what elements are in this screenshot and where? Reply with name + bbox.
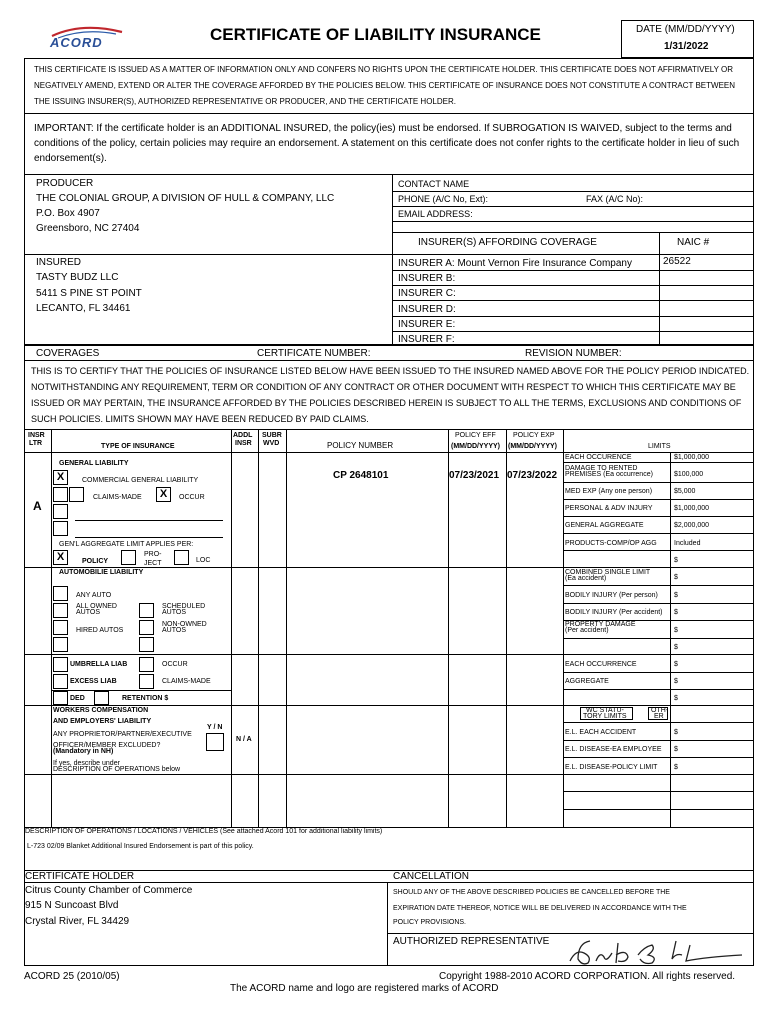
- limit-value: Included: [674, 540, 701, 547]
- limit-value: $100,000: [674, 471, 704, 478]
- limit-value: $: [674, 574, 678, 581]
- limit-value: $: [674, 764, 678, 771]
- coverages-statement: THIS IS TO CERTIFY THAT THE POLICIES OF INSURANCE LISTED BELOW HAVE BEEN ISSUED TO THE INSURED NAMED ABOVE FOR THE POLICY PERIOD INDICATED. NOTWITHSTANDING ANY REQUIREMENT, TERM OR CONDITION OF ANY CONTRACT OR OTHER DOCUMENT WITH RESPECT TO WHICH THIS CERTIFICATE MAY BE ISSUED OR MAY PERTAIN, THE INSURANCE AFFORDED BY THE POLICIES DESCRIBED HEREIN IS SUBJECT TO ALL THE TERMS, EXCLUSIONS AND CONDITIONS OF SUCH POLICIES. LIMITS SHOWN MAY HAVE BEEN REDUCED BY PAID CLAIMS.: [31, 366, 750, 424]
- cancellation-label: CANCELLATION: [393, 871, 469, 882]
- non-owned-label: AUTOS: [162, 627, 186, 634]
- insurer-d: INSURER D:: [398, 304, 456, 315]
- hired-autos-label: HIRED AUTOS: [76, 627, 124, 634]
- gl-policy-exp: 07/23/2022: [507, 470, 558, 481]
- limit-label: GENERAL AGGREGATE: [565, 522, 644, 529]
- gl-policy-number: CP 2648101: [333, 470, 389, 481]
- cancellation-text: EXPIRATION DATE THEREOF, NOTICE WILL BE DELIVERED IN ACCORDANCE WITH THE: [393, 905, 687, 912]
- col-limits: LIMITS: [648, 443, 671, 450]
- email-label: EMAIL ADDRESS:: [398, 209, 473, 219]
- description-text: L-723 02/09 Blanket Additional Insured Endorsement is part of this policy.: [27, 843, 254, 850]
- certificate-holder-label: CERTIFICATE HOLDER: [25, 871, 135, 882]
- producer-name: THE COLONIAL GROUP, A DIVISION OF HULL & COMPANY, LLC: [36, 193, 335, 204]
- cgl-checkbox[interactable]: X: [53, 470, 68, 485]
- col-policy-eff: POLICY EFF: [455, 432, 496, 439]
- auto-liability-label: AUTOMOBILIE LIABILITY: [59, 569, 144, 576]
- certificate-number-label: CERTIFICATE NUMBER:: [257, 348, 371, 359]
- col-ltr: LTR: [29, 440, 43, 447]
- insurers-header: INSURER(S) AFFORDING COVERAGE: [418, 237, 597, 248]
- form-number: ACORD 25 (2010/05): [24, 971, 120, 982]
- limit-label: EACH OCCURRENCE: [565, 661, 637, 668]
- insured-label: INSURED: [36, 257, 82, 268]
- limit-label: E.L. EACH ACCIDENT: [565, 729, 637, 736]
- insured-name: TASTY BUDZ LLC: [36, 272, 119, 283]
- col-policy-exp: POLICY EXP: [513, 432, 555, 439]
- limit-value: $5,000: [674, 488, 696, 495]
- non-owned-checkbox[interactable]: [139, 620, 154, 635]
- all-owned-label: AUTOS: [76, 609, 100, 616]
- retention-checkbox[interactable]: [94, 691, 109, 705]
- limit-value: $: [674, 609, 678, 616]
- wc-question: If yes, describe under: [53, 760, 120, 767]
- insurer-a-naic: 26522: [663, 256, 691, 267]
- limit-label: (Ea accident): [565, 575, 607, 582]
- claims-made-checkbox[interactable]: [69, 487, 84, 502]
- disclaimer-text: THIS CERTIFICATE IS ISSUED AS A MATTER OF INFORMATION ONLY AND CONFERS NO RIGHTS UPON THE CERTIFICATE HOLDER. THIS CERTIFICATE DOES NOT AFFIRMATIVELY OR NEGATIVELY AMEND, EXTEND OR ALTER THE COVERAGE AFFORDED BY THE POLICIES BELOW. THIS CERTIFICATE OF INSURANCE DOES NOT CONSTITUTE A CONTRACT BETWEEN THE ISSUING INSURER(S), AUTHORIZED REPRESENTATIVE OR PRODUCER, AND THE CERTIFICATE HOLDER.: [34, 65, 736, 106]
- col-policy-eff-format: (MM/DD/YYYY): [451, 443, 500, 450]
- blank-checkbox[interactable]: [53, 504, 68, 519]
- retention-label: RETENTION $: [122, 695, 169, 702]
- limit-label: EACH OCCURENCE: [565, 454, 632, 461]
- limit-value: $: [674, 592, 678, 599]
- loc-checkbox[interactable]: [174, 550, 189, 565]
- insurer-a: INSURER A: Mount Vernon Fire Insurance Company: [398, 258, 632, 269]
- col-subr-wvd: WVD: [263, 440, 280, 447]
- umbrella-occur-checkbox[interactable]: [139, 657, 154, 672]
- col-addl-insr: INSR: [235, 440, 252, 447]
- loc-label: LOC: [196, 557, 211, 564]
- insurer-c: INSURER C:: [398, 288, 456, 299]
- producer-city: Greensboro, NC 27404: [36, 223, 140, 234]
- signature: [566, 935, 746, 967]
- date-value: 1/31/2022: [664, 41, 709, 52]
- important-text: IMPORTANT: If the certificate holder is an ADDITIONAL INSURED, the policy(ies) must be endorsed. If SUBROGATION IS WAIVED, subject to the terms and conditions of the policy, certain policies may require an endorsement. A statement on this certificate does not confer rights to the certificate holder in lieu of such endorsement(s).: [34, 123, 740, 164]
- limit-label: MED EXP (Any one person): [565, 488, 653, 495]
- revision-number-label: REVISION NUMBER:: [525, 348, 622, 359]
- wc-statu-label: WC STATU-: [586, 707, 624, 714]
- producer-address: P.O. Box 4907: [36, 208, 100, 219]
- wc-question: ANY PROPRIETOR/PARTNER/EXECUTIVE: [53, 731, 192, 738]
- umbrella-occur-label: OCCUR: [162, 661, 188, 668]
- limit-value: $1,000,000: [674, 454, 710, 461]
- logo-text: ACORD: [50, 35, 103, 50]
- umbrella-label: UMBRELLA LIAB: [70, 661, 128, 668]
- workers-comp-label: AND EMPLOYERS' LIABILITY: [53, 718, 152, 725]
- limit-label: AGGREGATE: [565, 678, 609, 685]
- oth-label: ER: [654, 713, 664, 720]
- acord-logo: [44, 24, 128, 54]
- blank-checkbox[interactable]: [53, 521, 68, 536]
- limit-value: $: [674, 729, 678, 736]
- limit-value: $: [674, 695, 678, 702]
- limit-label: E.L. DISEASE-EA EMPLOYEE: [565, 746, 662, 753]
- date-label: DATE (MM/DD/YYYY): [636, 24, 735, 35]
- contact-name-label: CONTACT NAME: [398, 179, 470, 189]
- scheduled-checkbox[interactable]: [139, 603, 154, 618]
- limit-label: PERSONAL & ADV INJURY: [565, 505, 653, 512]
- gl-policy-eff: 07/23/2021: [449, 470, 500, 481]
- limit-label: COMBINED SINGLE LIMIT: [565, 569, 651, 576]
- limit-label: PREMISES (Ea occurrence): [565, 471, 653, 478]
- phone-label: PHONE (A/C No, Ext):: [398, 194, 489, 204]
- limit-value: $: [674, 678, 678, 685]
- any-auto-label: ANY AUTO: [76, 592, 112, 599]
- wc-na: N / A: [236, 736, 252, 743]
- copyright: Copyright 1988-2010 ACORD CORPORATION. All rights reserved.: [439, 971, 736, 982]
- occur-label: OCCUR: [179, 494, 205, 501]
- blank-checkbox[interactable]: [53, 637, 68, 652]
- holder-name: Citrus County Chamber of Commerce: [25, 885, 193, 896]
- all-owned-label: ALL OWNED: [76, 603, 117, 610]
- project-label: PRO-: [144, 551, 162, 558]
- holder-city: Crystal River, FL 34429: [25, 916, 130, 927]
- col-subr: SUBR: [262, 432, 282, 439]
- project-label: JECT: [144, 560, 162, 567]
- col-insr: INSR: [28, 432, 45, 439]
- wc-question: (Mandatory in NH): [53, 748, 114, 755]
- umbrella-checkbox[interactable]: [53, 657, 68, 672]
- limit-value: $1,000,000: [674, 505, 710, 512]
- limit-label: PRODUCTS-COMP/OP AGG: [565, 540, 657, 547]
- insurer-letter-a: A: [33, 499, 42, 513]
- blank-checkbox[interactable]: [139, 637, 154, 652]
- insurer-e: INSURER E:: [398, 319, 456, 330]
- col-policy-number: POLICY NUMBER: [327, 441, 394, 450]
- excess-checkbox[interactable]: [53, 674, 68, 689]
- all-owned-checkbox[interactable]: [53, 603, 68, 618]
- col-policy-exp-format: (MM/DD/YYYY): [508, 443, 557, 450]
- trademark: The ACORD name and logo are registered marks of ACORD: [230, 983, 499, 994]
- umbrella-claims-made-label: CLAIMS-MADE: [162, 678, 211, 685]
- cancellation-text: POLICY PROVISIONS.: [393, 919, 467, 926]
- col-type: TYPE OF INSURANCE: [101, 443, 175, 450]
- wc-question: OFFICER/MEMBER EXCLUDED?: [53, 742, 161, 749]
- excess-label: EXCESS LIAB: [70, 678, 117, 685]
- claims-made-checkbox[interactable]: [139, 674, 154, 689]
- general-liability-label: GENERAL LIABILITY: [59, 460, 129, 467]
- limit-value: $2,000,000: [674, 522, 710, 529]
- scheduled-label: AUTOS: [162, 609, 186, 616]
- project-checkbox[interactable]: [121, 550, 136, 565]
- wc-question: DESCRIPTION OF OPERATIONS below: [53, 766, 181, 773]
- workers-comp-label: WORKERS COMPENSATION: [53, 707, 149, 714]
- coverages-label: COVERAGES: [36, 348, 100, 359]
- insured-address: 5411 S PINE ST POINT: [36, 288, 142, 299]
- aggregate-applies-label: GEN'L AGGREGATE LIMIT APPLIES PER:: [59, 541, 194, 548]
- insurer-f: INSURER F:: [398, 334, 455, 345]
- description-label: DESCRIPTION OF OPERATIONS / LOCATIONS / VEHICLES (See attached Acord 101 for additional liability limits): [25, 828, 383, 835]
- cancellation-text: SHOULD ANY OF THE ABOVE DESCRIBED POLICIES BE CANCELLED BEFORE THE: [393, 889, 670, 896]
- policy-label: POLICY: [82, 558, 109, 565]
- limit-value: $: [674, 644, 678, 651]
- limit-label: E.L. DISEASE-POLICY LIMIT: [565, 764, 658, 771]
- limit-value: $: [674, 557, 678, 564]
- fax-label: FAX (A/C No):: [586, 194, 644, 204]
- limit-value: $: [674, 627, 678, 634]
- page-title: CERTIFICATE OF LIABILITY INSURANCE: [210, 25, 541, 44]
- wc-statu-label: TORY LIMITS: [583, 713, 627, 720]
- excluded-checkbox[interactable]: [206, 733, 224, 751]
- limit-label: PROPERTY DAMAGE: [565, 621, 636, 628]
- limit-label: (Per accident): [565, 627, 609, 634]
- insurer-b: INSURER B:: [398, 273, 456, 284]
- limit-label: BODILY INJURY (Per person): [565, 592, 658, 599]
- col-addl: ADDL: [233, 432, 253, 439]
- limit-label: BODILY INJURY (Per accident): [565, 609, 663, 616]
- any-auto-checkbox[interactable]: [53, 586, 68, 601]
- limit-value: $: [674, 746, 678, 753]
- insured-city: LECANTO, FL 34461: [36, 303, 131, 314]
- ded-label: DED: [70, 695, 85, 702]
- authorized-rep-label: AUTHORIZED REPRESENTATIVE: [393, 936, 550, 947]
- cgl-label: COMMERCIAL GENERAL LIABILITY: [82, 477, 199, 484]
- blank-checkbox[interactable]: [53, 487, 68, 502]
- producer-label: PRODUCER: [36, 178, 94, 189]
- claims-made-label: CLAIMS-MADE: [93, 494, 142, 501]
- holder-address: 915 N Suncoast Blvd: [25, 900, 119, 911]
- hired-checkbox[interactable]: [53, 620, 68, 635]
- ded-checkbox[interactable]: [53, 691, 68, 705]
- non-owned-label: NON-OWNED: [162, 621, 207, 628]
- limit-label: DAMAGE TO RENTED: [565, 465, 638, 472]
- oth-label: OTH-: [651, 707, 669, 714]
- limit-value: $: [674, 661, 678, 668]
- policy-checkbox[interactable]: X: [53, 550, 68, 565]
- naic-header: NAIC #: [677, 237, 710, 248]
- scheduled-label: SCHEDULED: [162, 603, 206, 610]
- occur-checkbox[interactable]: X: [156, 487, 171, 502]
- yn-label: Y / N: [207, 724, 223, 731]
